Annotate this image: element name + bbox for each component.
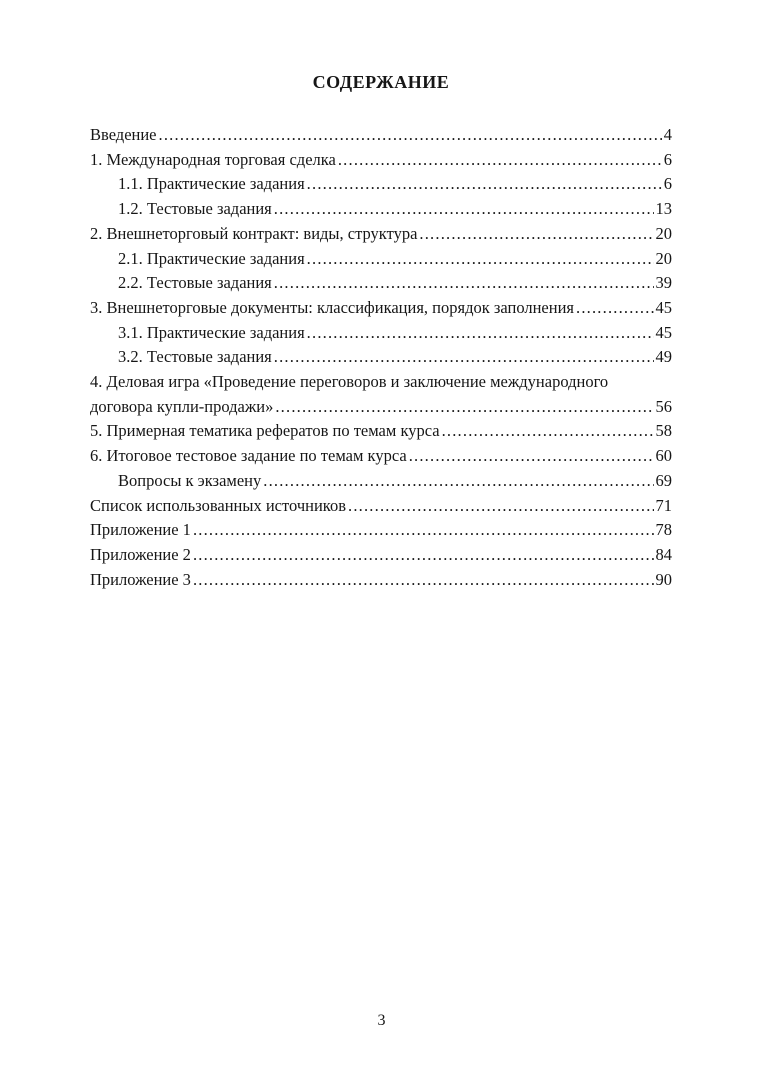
toc-entry-text: договора купли-продажи» bbox=[90, 396, 274, 416]
dot-leader bbox=[307, 321, 654, 346]
toc-entry-page: 58 bbox=[655, 421, 672, 441]
toc-entry-text: 1.1. Практические задания bbox=[118, 174, 305, 194]
toc-title: СОДЕРЖАНИЕ bbox=[312, 72, 450, 92]
toc-entry-page: 13 bbox=[655, 199, 672, 219]
dot-leader bbox=[338, 148, 662, 173]
toc-entry-page: 20 bbox=[655, 248, 672, 268]
page-number: 3 bbox=[377, 1012, 386, 1029]
toc-entry-text: 5. Примерная тематика рефератов по темам курса bbox=[90, 421, 440, 441]
toc-entry-text: 1. Международная торговая сделка bbox=[90, 149, 336, 169]
toc-entry bbox=[90, 296, 672, 321]
toc-entry-text: 6. Итоговое тестовое задание по темам курса bbox=[90, 446, 407, 466]
dot-leader bbox=[193, 543, 654, 568]
toc-entry bbox=[90, 321, 672, 346]
toc-entry-text: Приложение 1 bbox=[90, 520, 191, 540]
toc-entry-text: 3.1. Практические задания bbox=[118, 322, 305, 342]
toc-entry-text: Введение bbox=[90, 125, 157, 144]
toc-entry-text: 2.1. Практические задания bbox=[118, 248, 305, 268]
toc-entry bbox=[90, 148, 672, 173]
toc-entry-text: Список использованных источников bbox=[90, 495, 346, 515]
toc-entry bbox=[90, 123, 672, 148]
dot-leader bbox=[193, 568, 654, 593]
dot-leader bbox=[275, 395, 653, 420]
toc-entry bbox=[90, 172, 672, 197]
toc-entry bbox=[90, 469, 672, 494]
dot-leader bbox=[193, 518, 654, 543]
toc-entry bbox=[90, 271, 672, 296]
toc-entry-page: 6 bbox=[663, 149, 672, 169]
toc-entry-text: 3. Внешнеторговые документы: классификация, порядок заполнения bbox=[90, 297, 574, 317]
toc-list bbox=[90, 123, 672, 592]
toc-entry-page: 60 bbox=[655, 446, 672, 466]
toc-entry bbox=[90, 543, 672, 568]
toc-entry-text: 3.2. Тестовые задания bbox=[118, 347, 272, 367]
toc-entry-text: Приложение 3 bbox=[90, 569, 191, 589]
toc-content bbox=[90, 72, 672, 592]
toc-entry bbox=[90, 222, 672, 247]
toc-entry-page: 45 bbox=[655, 297, 672, 317]
dot-leader bbox=[274, 197, 654, 222]
toc-entry-page: 90 bbox=[655, 569, 672, 589]
toc-entry-text: 1.2. Тестовые задания bbox=[118, 199, 272, 219]
dot-leader bbox=[307, 172, 662, 197]
dot-leader bbox=[159, 123, 662, 148]
toc-entry-page: 4 bbox=[663, 125, 672, 144]
dot-leader bbox=[263, 469, 653, 494]
toc-entry-text: Приложение 2 bbox=[90, 544, 191, 564]
toc-entry-page: 39 bbox=[655, 273, 672, 293]
toc-entry bbox=[90, 197, 672, 222]
toc-entry-text: 2. Внешнеторговый контракт: виды, структура bbox=[90, 223, 418, 243]
dot-leader bbox=[409, 444, 654, 469]
toc-entry-text: 2.2. Тестовые задания bbox=[118, 273, 272, 293]
dot-leader bbox=[274, 271, 654, 296]
toc-entry-page: 45 bbox=[655, 322, 672, 342]
toc-entry-text: 4. Деловая игра «Проведение переговоров и заключение международного bbox=[90, 372, 609, 392]
toc-entry bbox=[90, 419, 672, 444]
toc-entry bbox=[90, 395, 672, 420]
dot-leader bbox=[307, 247, 654, 272]
toc-entry bbox=[90, 345, 672, 370]
toc-entry-page: 20 bbox=[655, 223, 672, 243]
toc-entry bbox=[90, 444, 672, 469]
dot-leader bbox=[576, 296, 654, 321]
toc-entry bbox=[90, 518, 672, 543]
dot-leader bbox=[274, 345, 654, 370]
toc-entry bbox=[90, 494, 672, 519]
toc-entry-text: Вопросы к экзамену bbox=[118, 470, 262, 490]
toc-entry-page: 49 bbox=[655, 347, 672, 367]
toc-entry-page: 71 bbox=[655, 495, 672, 515]
dot-leader bbox=[419, 222, 653, 247]
toc-entry bbox=[90, 568, 672, 593]
toc-entry-page: 56 bbox=[655, 396, 672, 416]
toc-entry-page: 6 bbox=[663, 174, 672, 194]
toc-entry-page: 84 bbox=[655, 544, 672, 564]
dot-leader bbox=[348, 494, 654, 519]
toc-entry bbox=[90, 370, 672, 395]
toc-entry bbox=[90, 247, 672, 272]
toc-entry-page: 78 bbox=[655, 520, 672, 540]
toc-entry-page: 69 bbox=[655, 470, 672, 490]
dot-leader bbox=[442, 419, 654, 444]
